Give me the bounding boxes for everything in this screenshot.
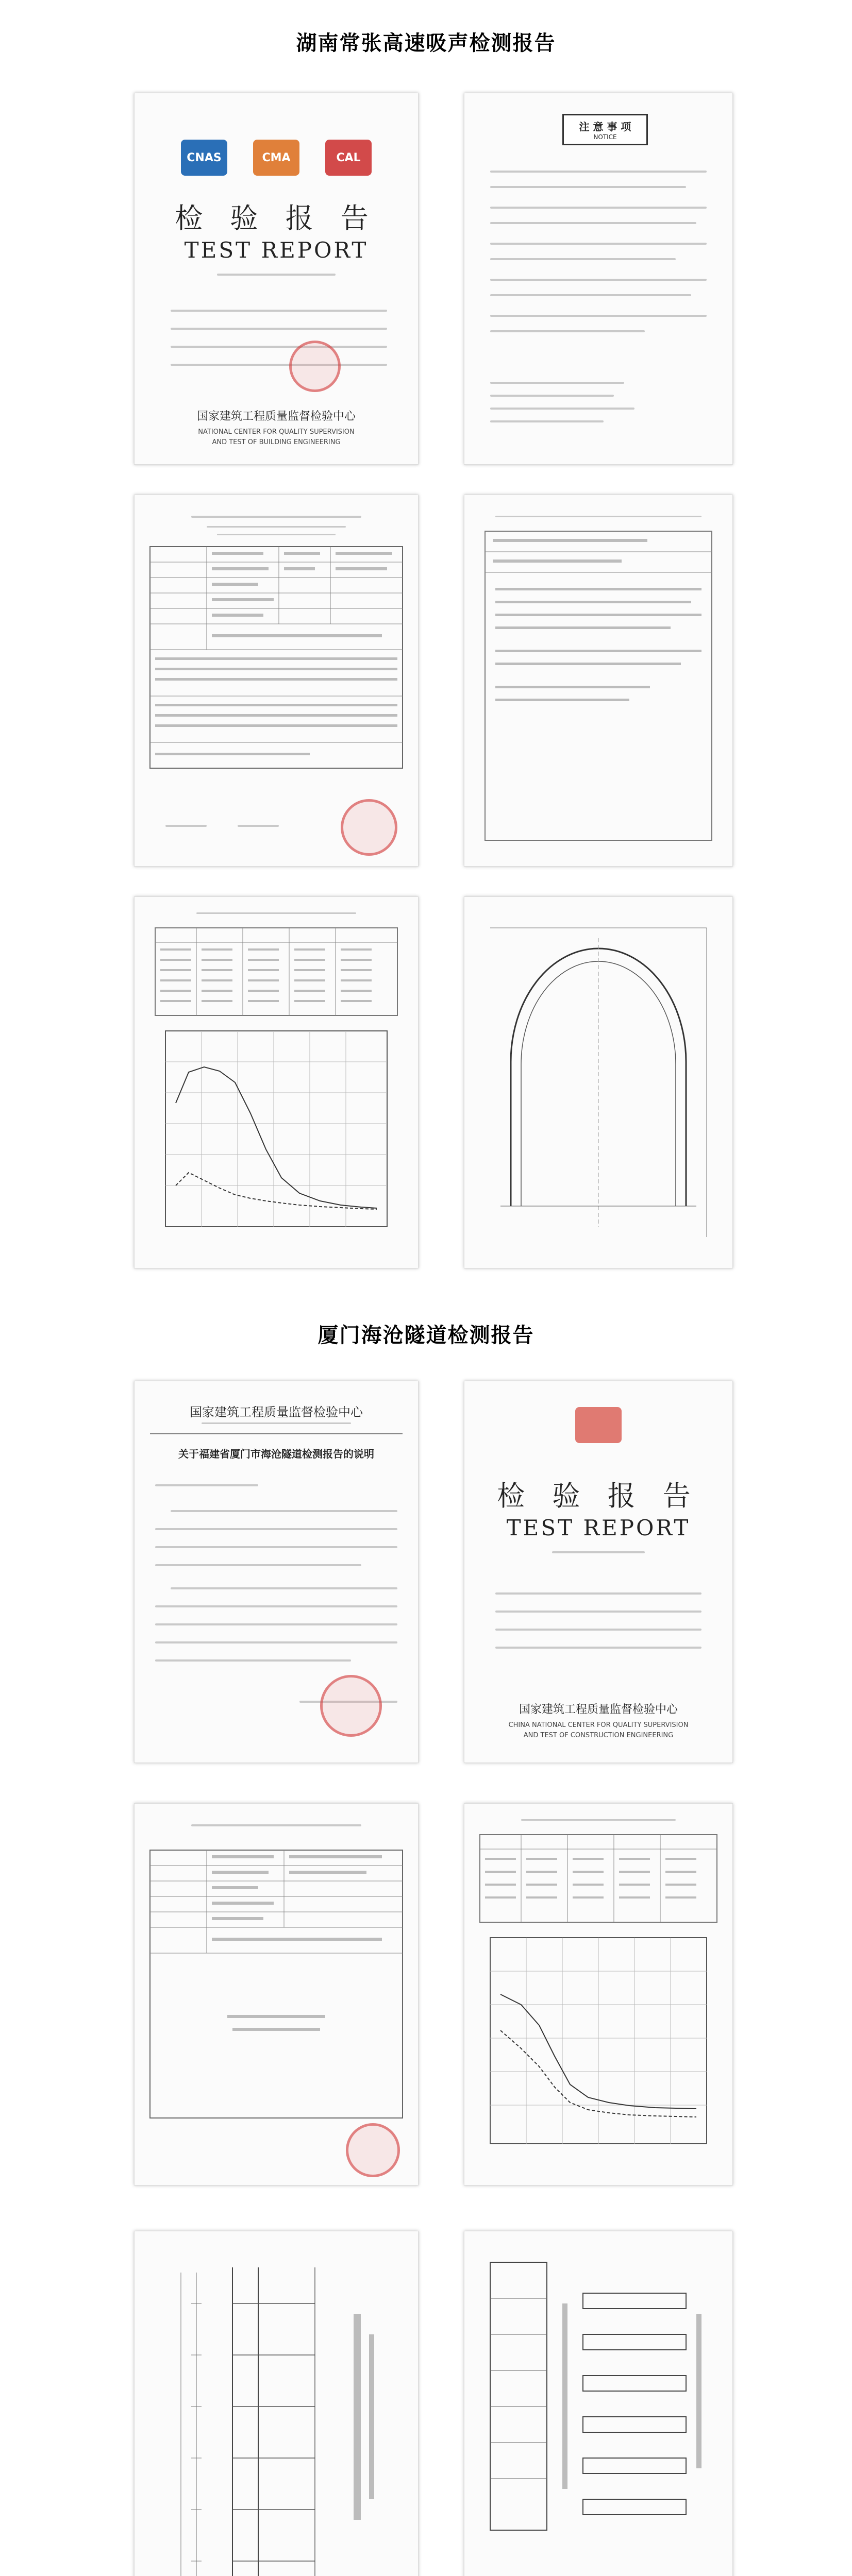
- notice-box: [562, 114, 648, 145]
- data-table-grid: [150, 547, 403, 768]
- elevation-drawing: [150, 2252, 403, 2576]
- absorption-table: [480, 1835, 717, 1922]
- doc-page-letter: [134, 1381, 419, 1763]
- tunnel-section-drawing: [480, 918, 717, 1247]
- org-name-cn: 国家建筑工程质量监督检验中心: [519, 1703, 678, 1716]
- absorption-curve-plot: [490, 1938, 707, 2144]
- letter-subject: 关于福建省厦门市海沧隧道检测报告的说明: [178, 1448, 374, 1460]
- absorption-table: [155, 928, 397, 1015]
- org-name-en-2: AND TEST OF CONSTRUCTION ENGINEERING: [523, 1732, 674, 1739]
- doc-page-notice: [464, 93, 733, 465]
- org-name-en-2: AND TEST OF BUILDING ENGINEERING: [212, 438, 341, 446]
- absorption-curve-plot: [165, 1031, 387, 1227]
- org-name-cn: 国家建筑工程质量监督检验中心: [196, 410, 356, 423]
- doc-page-elevation: [134, 2231, 419, 2576]
- letter-header: 国家建筑工程质量监督检验中心: [190, 1405, 363, 1419]
- cma-logo-icon: [575, 1407, 622, 1443]
- red-seal: [289, 341, 341, 392]
- data-table-grid: [150, 1850, 403, 2118]
- doc-page-table: [134, 495, 419, 867]
- doc-page-detail: [464, 2231, 733, 2576]
- doc-page-tunnel-chart: [464, 1803, 733, 2185]
- org-name-en-1: CHINA NATIONAL CENTER FOR QUALITY SUPERVISION: [508, 1721, 689, 1729]
- text-frame: [485, 531, 712, 840]
- doc-page-text: [464, 495, 733, 867]
- red-seal: [320, 1675, 382, 1737]
- section-title-hunan: 湖南常张高速吸声检测报告: [296, 31, 556, 55]
- detail-drawing: [480, 2252, 717, 2576]
- org-name-en-1: NATIONAL CENTER FOR QUALITY SUPERVISION: [198, 428, 355, 436]
- doc-page-cross-section: [464, 896, 733, 1268]
- report-title-cn: 检 验 报 告: [175, 202, 378, 234]
- doc-page-tunnel-cover: [464, 1381, 733, 1763]
- cal-logo-icon: CAL: [325, 140, 372, 176]
- doc-page-tunnel-table: [134, 1803, 419, 2185]
- red-seal: [341, 799, 397, 856]
- doc-page-cover: [134, 93, 419, 465]
- notice-title-en: NOTICE: [593, 133, 617, 141]
- cnas-logo-icon: CNAS: [181, 140, 227, 176]
- notice-title: 注 意 事 项: [579, 121, 631, 133]
- report-title-en: TEST REPORT: [184, 238, 369, 263]
- report-title-cn: 检 验 报 告: [497, 1480, 700, 1512]
- doc-page-chart: [134, 896, 419, 1268]
- section-title-xiamen: 厦门海沧隧道检测报告: [318, 1324, 534, 1347]
- report-title-en: TEST REPORT: [506, 1515, 691, 1540]
- cma-logo-icon: CMA: [253, 140, 299, 176]
- red-seal: [346, 2123, 400, 2177]
